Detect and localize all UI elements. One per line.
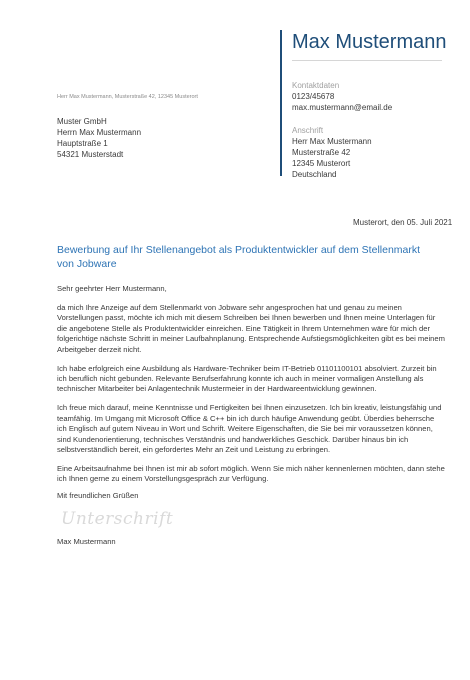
applicant-name: Max Mustermann	[292, 31, 447, 53]
letter-date: Musterort, den 05. Juli 2021	[353, 218, 453, 227]
email: max.mustermann@email.de	[292, 103, 393, 112]
contact-label: Kontaktdaten	[292, 81, 340, 90]
header-divider	[292, 60, 442, 61]
body-paragraph: Ich freue mich darauf, meine Kenntnisse und Fertigkeiten bei Ihnen einzusetzen. Ich bin kreativ, leistungsfähig und teamfähig. Im Umgang mit Microsoft Office & C++ bin ich durch häufige Anwendung geübt. Überdies beherrsche ich Englisch auf gutem Niveau in Wort und Schrift. Weitere Eigenschaften, die Sie bei mir voraussetzen können, sind Kundenorientierung, technisches Verständnis und handwerkliches Geschick. Darüber hinaus bin ich selbstverständlich bereit, ein gefordertes Mehr an Zeit und Leistung zu erbringen.	[57, 403, 442, 455]
recipient-line: Herrn Max Mustermann	[57, 128, 142, 137]
recipient-line: Hauptstraße 1	[57, 139, 108, 148]
address-line: Deutschland	[292, 170, 337, 179]
body-paragraph: Ich habe erfolgreich eine Ausbildung als Hardware-Techniker beim IT-Betrieb 01101100101 absolviert. Zurzeit bin ich beruflich nicht gebunden. Relevante Berufserfahrung konnte ich auch in meiner vormaligen Anstellung als technischer Mitarbeiter bei Anlagentechnik Mustermeier in der Hardwareentwicklung gewinnen.	[57, 363, 437, 394]
subject-line: Bewerbung auf Ihr Stellenangebot als Produktentwickler auf dem Stellenmarkt von Jobware	[57, 244, 421, 270]
recipient-line: Muster GmbH	[57, 117, 107, 126]
closing: Mit freundlichen Grüßen	[57, 491, 139, 500]
signature-placeholder: Unterschrift	[61, 509, 174, 529]
address-line: Musterstraße 42	[292, 148, 351, 157]
body-paragraph: Eine Arbeitsaufnahme bei Ihnen ist mir ab sofort möglich. Wenn Sie mich näher kennenlernen möchten, dann stehe ich Ihnen gerne zu einem Vorstellungsgespräch zur Verfügung.	[57, 464, 445, 484]
accent-bar	[280, 30, 282, 176]
recipient-block	[57, 116, 141, 160]
sender-return-line: Herr Max Mustermann, Musterstraße 42, 12345 Musterort	[57, 94, 198, 100]
salutation: Sehr geehrter Herr Mustermann,	[57, 284, 167, 293]
address-block	[292, 125, 372, 180]
letter-body	[57, 284, 445, 493]
body-paragraph: da mich Ihre Anzeige auf dem Stellenmarkt von Jobware sehr angesprochen hat und genau zu meinen Vorstellungen passt, möchte ich mich mit diesem Schreiben bei Ihnen bewerben und Ihnen meine Unterlagen für die angebotene Stelle als Produktentwickler einreichen. Eine Tätigkeit in Ihrem Unternehmen wäre für mich der folgerichtige nächste Schritt in meiner Laufbahnplanung. Entsprechende Aufstiegsmöglichkeiten gibt es bei meinem Arbeitgeber derzeit nicht.	[57, 303, 445, 354]
phone: 0123/45678	[292, 92, 335, 101]
address-label: Anschrift	[292, 126, 324, 135]
address-line: Herr Max Mustermann	[292, 137, 372, 146]
recipient-line: 54321 Musterstadt	[57, 150, 124, 159]
contact-block	[292, 80, 392, 113]
signer-name: Max Mustermann	[57, 537, 116, 546]
address-line: 12345 Musterort	[292, 159, 351, 168]
